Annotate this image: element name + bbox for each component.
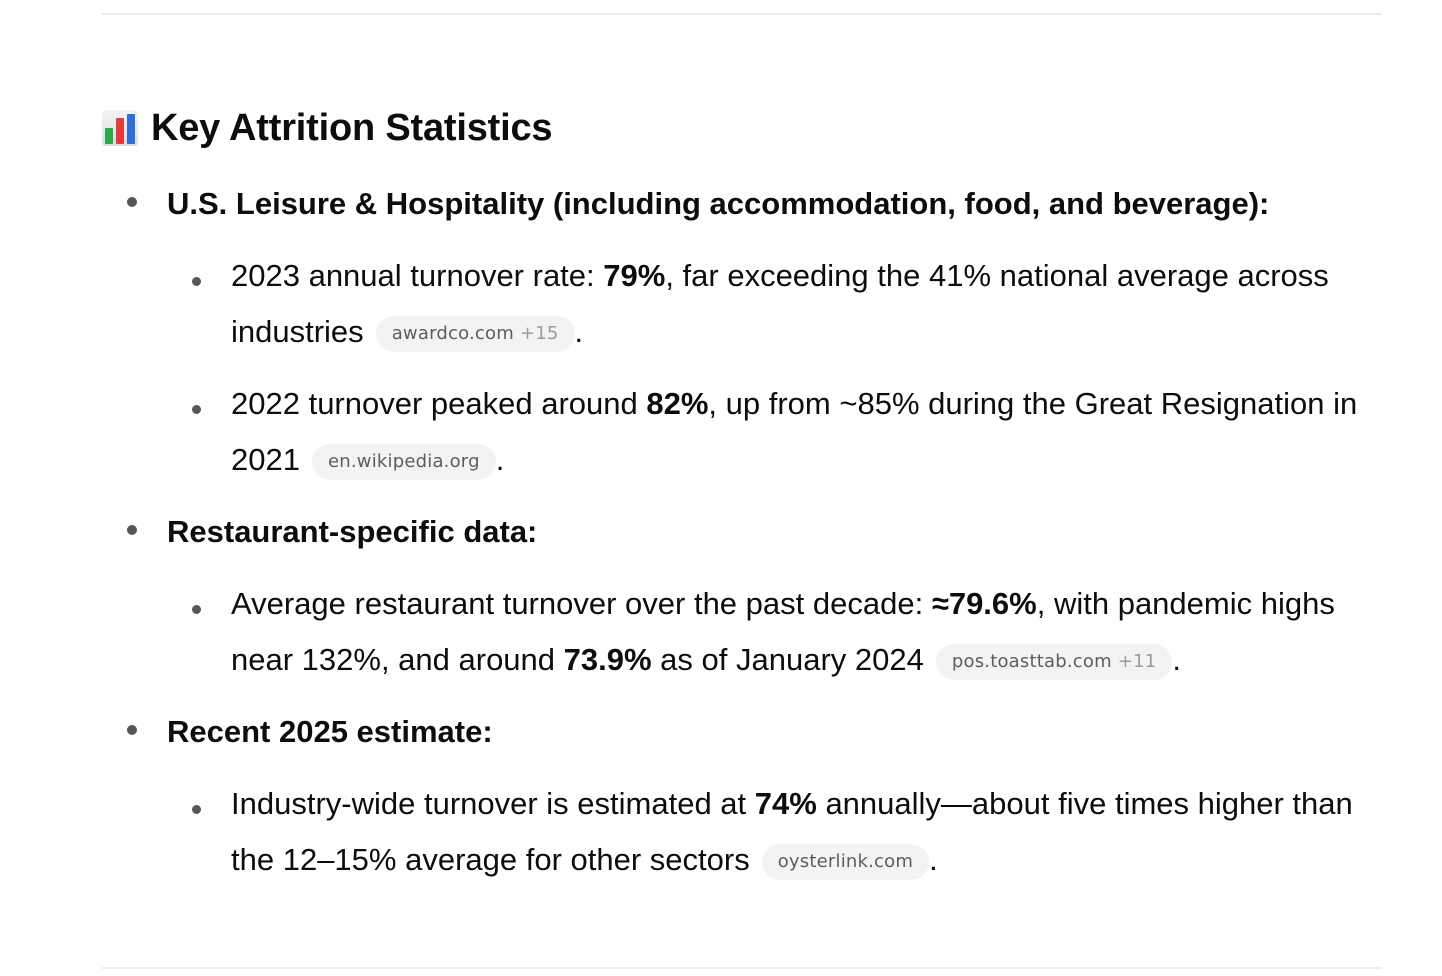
sub-list [167, 568, 1392, 696]
source-chip-wikipedia[interactable] [312, 444, 496, 480]
list-item [167, 568, 1392, 696]
source-label: awardco.com [391, 323, 514, 344]
list-item [102, 696, 1392, 896]
period: . [929, 842, 938, 877]
item-text: , up from ~85% during the Great Resignation in 2021 [231, 386, 1358, 477]
source-label: en.wikipedia.org [327, 451, 480, 472]
item-text: 2023 annual turnover rate: [231, 258, 604, 293]
item-highlight: 82% [646, 386, 709, 421]
source-label: oysterlink.com [777, 851, 914, 872]
top-divider [102, 13, 1382, 15]
bottom-divider [102, 967, 1382, 969]
source-count: +15 [519, 323, 559, 344]
section-title: Key Attrition Statistics [151, 106, 553, 149]
group-title: Recent 2025 estimate: [167, 714, 493, 749]
item-text: as of January 2024 [651, 642, 924, 677]
item-highlight: 79% [603, 258, 666, 293]
period: . [1172, 642, 1182, 677]
period: . [574, 314, 584, 349]
list-item [167, 768, 1392, 896]
item-text: Industry-wide turnover is estimated at [231, 786, 755, 821]
bar-chart-icon [102, 110, 138, 146]
group-title: U.S. Leisure & Hospitality (including accommodation, food, and beverage): [167, 186, 1270, 221]
list-item [102, 168, 1392, 496]
group-title: Restaurant-specific data: [167, 514, 538, 549]
list-item [167, 368, 1392, 496]
period: . [495, 442, 505, 477]
section-heading [102, 96, 1392, 160]
sub-list [167, 240, 1392, 496]
list-item [167, 240, 1392, 368]
statistics-list [102, 168, 1392, 896]
source-chip-toasttab[interactable] [936, 644, 1173, 680]
item-text: Average restaurant turnover over the past decade: [231, 586, 932, 621]
sub-list [167, 768, 1392, 896]
list-item [102, 496, 1392, 696]
item-highlight: 73.9% [563, 642, 652, 677]
item-text: 2022 turnover peaked around [231, 386, 647, 421]
item-text: annually—about five times higher than the 12–15% average for other sectors [231, 786, 1353, 877]
item-highlight: ≈79.6% [931, 586, 1037, 621]
attrition-section [102, 96, 1392, 896]
source-label: pos.toasttab.com [951, 651, 1112, 672]
source-count: +11 [1117, 651, 1157, 672]
source-chip-oysterlink[interactable] [762, 844, 929, 880]
item-highlight: 74% [754, 786, 817, 821]
item-text: , with pandemic highs near 132%, and around [231, 586, 1335, 677]
item-text: , far exceeding the 41% national average across industries [231, 258, 1329, 349]
source-chip-awardco[interactable] [376, 316, 575, 352]
